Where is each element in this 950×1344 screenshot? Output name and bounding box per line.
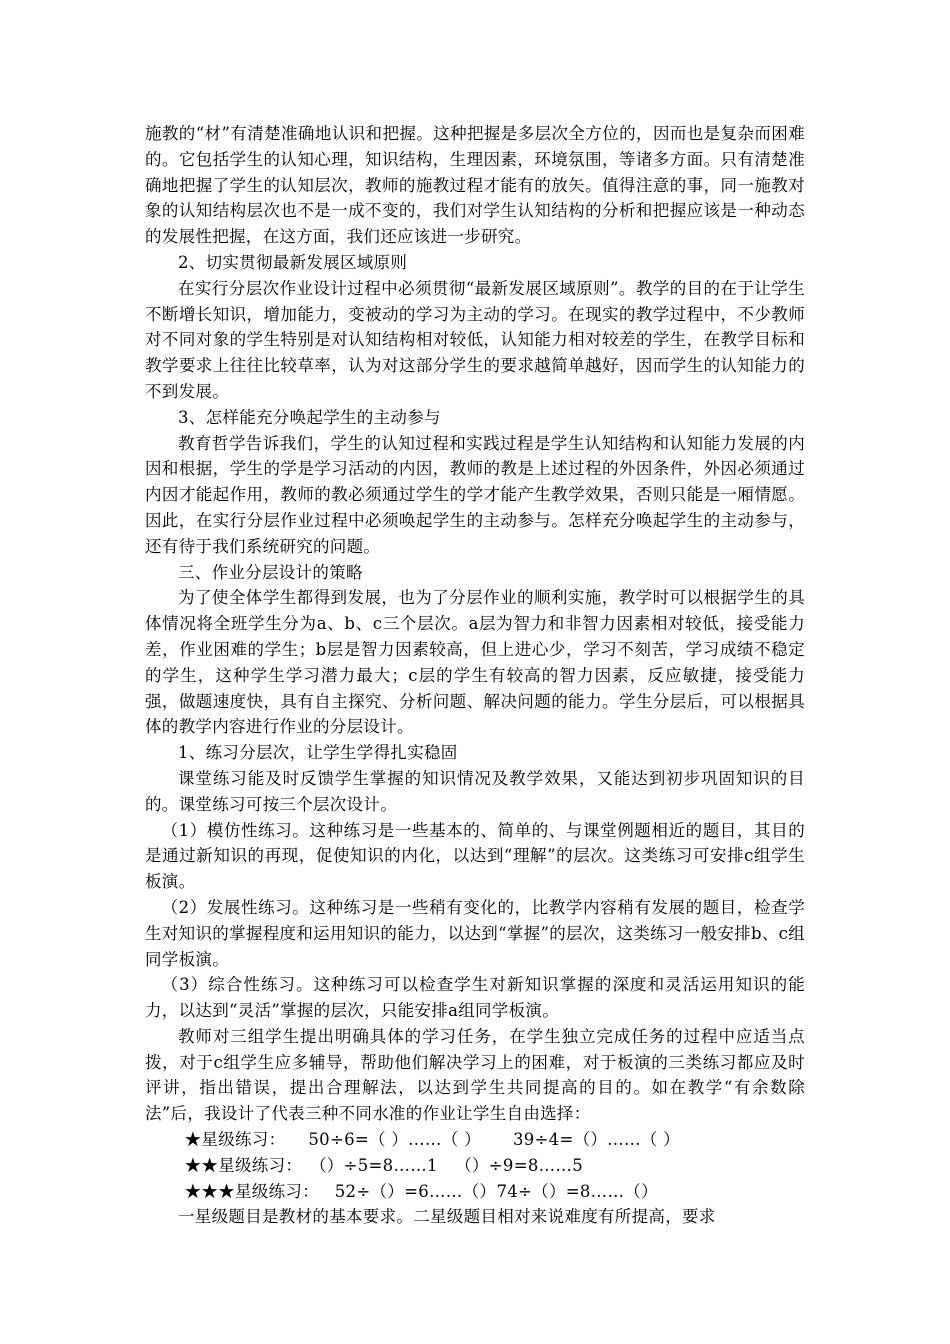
exercise-label: ★星级练习： — [184, 1130, 286, 1150]
paragraph-imitation-practice: （1）模仿性练习。这种练习是一些基本的、简单的、与课堂例题相近的题目，其目的是通过新知识的再现，促使知识的内化，以达到“理解”的层次。这类练习可安排c组学生板演。 — [145, 820, 805, 892]
exercise-item: 50÷6=（ ）……（ ） — [308, 1130, 481, 1150]
paragraph-student-levels: 为了使全体学生都得到发展，也为了分层作业的顺利实施，教学时可以根据学生的具体情况将全班学生分为a、b、c三个层次。a层为智力和非智力因素相对较低，接受能力差，作业困难的学生；b层是智力因素较高，但上进心少，学习不刻苦，学习成绩不稳定的学生，这种学生学习潜力最大；c层的学生有较高的智力因素，反应敏捷，接受能力强，做题速度快，具有自主探究、分析问题、解决问题的能力。学生分层后，可以根据具体的教学内容进行作业的分层设计。 — [145, 588, 805, 737]
exercise-line-two-star — [145, 1153, 805, 1179]
paragraph-closing: 一星级题目是教材的基本要求。二星级题目相对来说难度有所提高，要求 — [178, 1207, 716, 1227]
exercise-line-one-star — [145, 1127, 805, 1153]
exercise-item: 52÷（）=6……（） — [334, 1181, 497, 1201]
paragraph-development-zone: 在实行分层次作业设计过程中必须贯彻“最新发展区域原则”。教学的目的在于让学生不断增长知识，增加能力，变被动的学习为主动的学习。在现实的教学过程中，不少教师对不同对象的学生特别是对认知结构相对较低，认知能力相对较差的学生，在教学目标和教学要求上往往比较草率，认为对这部分学生的要求越简单越好，因而学生的认知能力的不到发展。 — [145, 278, 805, 401]
paragraph-classroom-practice: 课堂练习能及时反馈学生掌握的知识情况及教学效果，又能达到初步巩固知识的目的。课堂练习可按三个层次设计。 — [145, 768, 805, 814]
paragraph-cognition: 施教的“材”有清楚准确地认识和把握。这种把握是多层次全方位的，因而也是复杂而困难的。它包括学生的认知心理，知识结构，生理因素，环境氛围，等诸多方面。只有清楚准确地把握了学生的认知层次，教师的施教过程才能有的放矢。值得注意的事，同一施教对象的认知结构层次也不是一成不变的，我们对学生认知结构的分析和把握应该是一种动态的发展性把握，在这方面，我们还应该进一步研究。 — [145, 124, 805, 247]
exercise-item: （）÷5=8……1 — [310, 1155, 438, 1175]
paragraph-comprehensive-practice: （3）综合性练习。这种练习可以检查学生对新知识掌握的深度和灵活运用知识的能力，以达到“灵活”掌握的层次，只能安排a组同学板演。 — [145, 975, 805, 1021]
exercise-label: ★★星级练习： — [184, 1155, 303, 1175]
document-page — [145, 121, 805, 1230]
paragraph-development-practice: （2）发展性练习。这种练习是一些稍有变化的，比教学内容稍有发展的题目，检查学生对知识的掌握程度和运用知识的能力，以达到“掌握”的层次，这类练习一般安排b、c组同学板演。 — [145, 897, 805, 969]
exercise-item: 39÷4=（）……（ ） — [512, 1130, 680, 1150]
heading-practice-levels: 1、练习分层次，让学生学得扎实稳固 — [178, 743, 458, 763]
heading-strategy: 三、作业分层设计的策略 — [178, 562, 363, 582]
exercise-label: ★★★星级练习： — [184, 1181, 319, 1201]
heading-active-participation: 3、怎样能充分唤起学生的主动参与 — [178, 407, 441, 427]
exercise-item: （）÷9=8……5 — [455, 1155, 584, 1175]
paragraph-teacher-tasks: 教师对三组学生提出明确具体的学习任务，在学生独立完成任务的过程中应适当点拨，对于c组学生应多辅导，帮助他们解决学习上的困难，对于板演的三类练习都应及时评讲，指出错误，提出合理解法，以达到学生共同提高的目的。如在教学“有余数除法”后，我设计了代表三种不同水准的作业让学生自由选择： — [145, 1026, 805, 1124]
exercise-item: 74÷（）=8……（） — [496, 1181, 658, 1201]
paragraph-active-participation: 教育哲学告诉我们，学生的认知过程和实践过程是学生认知结构和认知能力发展的内因和根据，学生的学是学习活动的内因，教师的教是上述过程的外因条件，外因必须通过内因才能起作用，教师的教必须通过学生的学才能产生教学效果，否则只能是一厢情愿。因此，在实行分层作业过程中必须唤起学生的主动参与。怎样充分唤起学生的主动参与，还有待于我们系统研究的问题。 — [145, 433, 805, 556]
heading-development-zone: 2、切实贯彻最新发展区域原则 — [178, 252, 408, 272]
exercise-line-three-star — [145, 1179, 805, 1205]
